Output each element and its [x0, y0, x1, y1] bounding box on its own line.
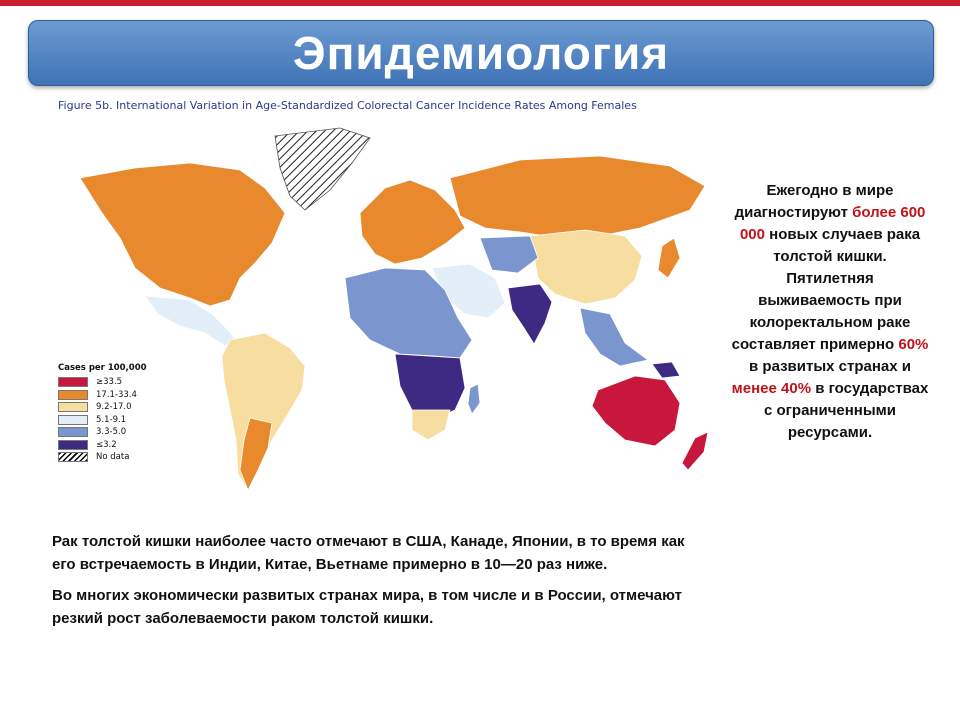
side-text-highlight: более 600 000 [739, 204, 926, 243]
legend-item [58, 401, 147, 414]
map-legend [58, 363, 147, 464]
paragraph-2: Во многих экономически развитых странах мира, в том числе и в России, отмечают резкий рост заболеваемости раком толстой кишки. [52, 587, 682, 627]
side-text [730, 180, 930, 444]
legend-label: ≥33.5 [96, 377, 123, 388]
region-india [508, 284, 552, 344]
region-central-asia [480, 236, 538, 273]
side-text-highlight: 60% [898, 336, 929, 353]
bottom-text [52, 530, 712, 638]
legend-label: 5.1-9.1 [96, 414, 127, 425]
region-madagascar [468, 384, 480, 414]
side-text-part: в развитых странах и [749, 358, 911, 375]
legend-label: ≤3.2 [96, 439, 117, 450]
region-europe [360, 180, 465, 264]
legend-item [58, 389, 147, 402]
legend-item [58, 426, 147, 439]
legend-swatch-hatched [58, 452, 88, 462]
legend-swatch [58, 390, 88, 400]
region-greenland [275, 128, 370, 210]
legend-label: No data [96, 452, 130, 463]
side-text-part: Ежегодно в мире диагностируют [734, 182, 894, 221]
region-southeast-asia [580, 308, 648, 366]
legend-item [58, 451, 147, 464]
legend-swatch [58, 427, 88, 437]
side-text-part: новых случаев рака толстой кишки. Пятилетняя выживаемость при колоректальном раке составляет примерно [731, 226, 921, 353]
legend-swatch [58, 440, 88, 450]
paragraph-1: Рак толстой кишки наиболее часто отмечают в США, Канаде, Японии, в то время как его встречаемость в Индии, Китае, Вьетнаме примерно в 10—20 раз ниже. [52, 533, 685, 573]
legend-label: 3.3-5.0 [96, 427, 127, 438]
side-text-part: в государствах с ограниченными ресурсами. [763, 380, 929, 441]
region-africa-south [412, 410, 450, 440]
region-north-asia [450, 156, 705, 238]
legend-item [58, 414, 147, 427]
region-central-america [145, 296, 236, 346]
figure-caption: Figure 5b. International Variation in Age-Standardized Colorectal Cancer Incidence Rates Among Females [58, 99, 637, 112]
region-south-america [222, 333, 305, 490]
legend-label: 9.2-17.0 [96, 402, 132, 413]
region-africa-central [395, 354, 465, 418]
slide-title: Эпидемиология [292, 27, 670, 79]
region-china [530, 230, 642, 304]
legend-swatch [58, 377, 88, 387]
top-border [0, 0, 960, 6]
title-bar [28, 20, 934, 86]
region-japan [658, 238, 680, 278]
legend-item [58, 376, 147, 389]
region-papua [652, 362, 680, 378]
legend-title: Cases per 100,000 [58, 363, 147, 373]
region-north-america [80, 163, 285, 306]
side-text-highlight: менее 40% [731, 380, 812, 397]
legend-swatch [58, 415, 88, 425]
legend-label: 17.1-33.4 [96, 389, 137, 400]
legend-item [58, 439, 147, 452]
legend-swatch [58, 402, 88, 412]
region-new-zealand [682, 432, 708, 470]
region-australia [592, 376, 680, 446]
